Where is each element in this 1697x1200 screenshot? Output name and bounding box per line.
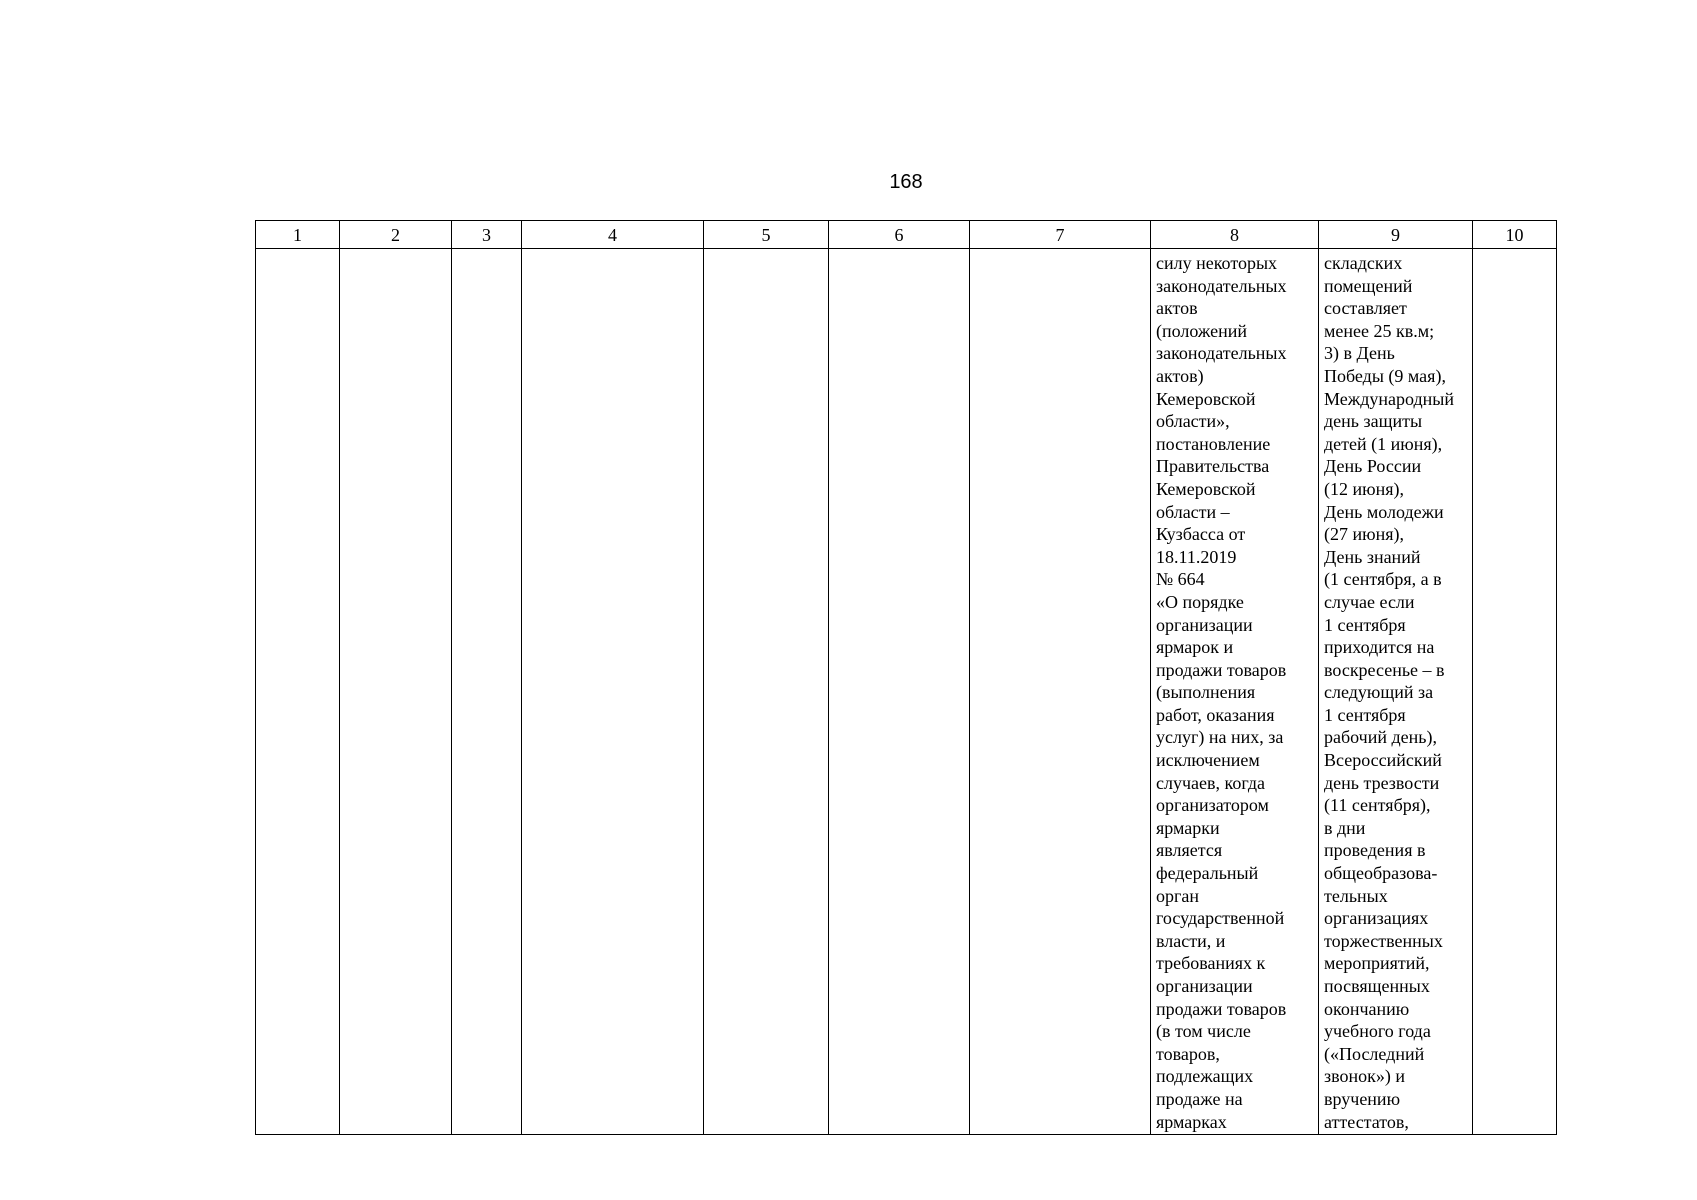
col8-text xyxy=(1151,249,1318,1134)
table-header-row xyxy=(256,221,1557,249)
text-line: мероприятий, xyxy=(1324,953,1430,974)
text-line: День молодежи xyxy=(1324,501,1444,522)
column-header: 4 xyxy=(522,221,704,249)
text-line: товаров, xyxy=(1156,1043,1220,1064)
text-line: 1 сентября xyxy=(1324,704,1406,725)
text-line: ярмарки xyxy=(1156,817,1220,838)
text-line: проведения в xyxy=(1324,840,1426,861)
text-line: день защиты xyxy=(1324,411,1423,432)
text-line: Кузбасса от xyxy=(1156,524,1246,545)
table-cell xyxy=(1473,249,1557,1135)
text-line: законодательных xyxy=(1156,275,1287,296)
text-line: (1 сентября, а в xyxy=(1324,569,1442,590)
text-line: общеобразова- xyxy=(1324,863,1438,884)
table-cell xyxy=(256,249,340,1135)
text-line: ярмарках xyxy=(1156,1111,1227,1132)
text-line: «О порядке xyxy=(1156,591,1244,612)
text-line: составляет xyxy=(1324,298,1407,319)
text-line: силу некоторых xyxy=(1156,253,1278,273)
text-line: постановление xyxy=(1156,433,1271,454)
column-header: 10 xyxy=(1473,221,1557,249)
text-line: законодательных xyxy=(1156,343,1287,364)
text-line: в дни xyxy=(1324,817,1366,838)
text-line: приходится на xyxy=(1324,637,1435,658)
text-line: окончанию xyxy=(1324,998,1410,1019)
table-cell xyxy=(970,249,1151,1135)
text-line: ярмарок и xyxy=(1156,637,1234,658)
column-header: 3 xyxy=(452,221,522,249)
text-line: менее 25 кв.м; xyxy=(1324,320,1435,341)
text-line: складских xyxy=(1324,253,1403,273)
table-cell xyxy=(340,249,452,1135)
text-line: следующий за xyxy=(1324,682,1434,703)
text-line: 1 сентября xyxy=(1324,614,1406,635)
text-line: аттестатов, xyxy=(1324,1111,1409,1132)
text-line: 3) в День xyxy=(1324,343,1395,364)
text-line: организациях xyxy=(1324,908,1429,929)
text-line: подлежащих xyxy=(1156,1066,1254,1087)
text-line: (27 июня), xyxy=(1324,524,1404,545)
text-line: (11 сентября), xyxy=(1324,795,1431,816)
column-header: 5 xyxy=(704,221,829,249)
text-line: (в том числе xyxy=(1156,1021,1251,1042)
column-header: 7 xyxy=(970,221,1151,249)
text-line: случаев, когда xyxy=(1156,772,1265,793)
text-line: продаже на xyxy=(1156,1088,1243,1109)
text-line: орган xyxy=(1156,885,1200,906)
text-line: Правительства xyxy=(1156,456,1270,477)
text-line: (12 июня), xyxy=(1324,478,1404,499)
text-line: Всероссийский xyxy=(1324,750,1442,771)
text-line: области», xyxy=(1156,411,1230,432)
table-cell-col9 xyxy=(1319,249,1473,1135)
text-line: помещений xyxy=(1324,275,1413,296)
col9-text xyxy=(1319,249,1472,1134)
text-line: продажи товаров xyxy=(1156,659,1287,680)
text-line: учебного года xyxy=(1324,1021,1431,1042)
text-line: (выполнения xyxy=(1156,682,1256,703)
text-line: Международный xyxy=(1324,388,1454,409)
text-line: услуг) на них, за xyxy=(1156,727,1284,748)
text-line: вручению xyxy=(1324,1088,1401,1109)
text-line: продажи товаров xyxy=(1156,998,1287,1019)
text-line: звонок») и xyxy=(1324,1066,1405,1087)
table-cell xyxy=(704,249,829,1135)
text-line: является xyxy=(1156,840,1223,861)
page-number: 168 xyxy=(889,171,923,193)
table-cell xyxy=(452,249,522,1135)
text-line: воскресенье – в xyxy=(1324,659,1445,680)
text-line: области – xyxy=(1156,501,1230,522)
text-line: случае если xyxy=(1324,591,1415,612)
text-line: актов xyxy=(1156,298,1198,319)
table-cell xyxy=(829,249,970,1135)
text-line: День знаний xyxy=(1324,546,1421,567)
document-table xyxy=(255,220,1557,1135)
text-line: федеральный xyxy=(1156,863,1259,884)
text-line: торжественных xyxy=(1324,930,1443,951)
text-line: исключением xyxy=(1156,750,1260,771)
column-header: 9 xyxy=(1319,221,1473,249)
text-line: власти, и xyxy=(1156,930,1226,951)
table-cell xyxy=(522,249,704,1135)
text-line: требованиях к xyxy=(1156,953,1266,974)
text-line: (положений xyxy=(1156,320,1248,341)
text-line: («Последний xyxy=(1324,1043,1425,1064)
text-line: тельных xyxy=(1324,885,1388,906)
text-line: государственной xyxy=(1156,908,1285,929)
text-line: 18.11.2019 xyxy=(1156,546,1237,567)
text-line: актов) xyxy=(1156,365,1204,386)
column-header: 2 xyxy=(340,221,452,249)
table-cell-col8 xyxy=(1151,249,1319,1135)
table-row xyxy=(256,249,1557,1135)
text-line: организации xyxy=(1156,614,1253,635)
column-header: 1 xyxy=(256,221,340,249)
column-header: 6 xyxy=(829,221,970,249)
text-line: организатором xyxy=(1156,795,1269,816)
text-line: № 664 xyxy=(1156,569,1205,590)
text-line: детей (1 июня), xyxy=(1324,433,1443,454)
text-line: День России xyxy=(1324,456,1422,477)
text-line: Кемеровской xyxy=(1156,388,1256,409)
text-line: организации xyxy=(1156,976,1253,996)
text-line: Победы (9 мая), xyxy=(1324,365,1446,386)
text-line: работ, оказания xyxy=(1156,704,1275,725)
column-header: 8 xyxy=(1151,221,1319,249)
text-line: рабочий день), xyxy=(1324,727,1437,748)
text-line: день трезвости xyxy=(1324,772,1440,793)
text-line: Кемеровской xyxy=(1156,478,1256,499)
text-line: посвященных xyxy=(1324,976,1430,996)
